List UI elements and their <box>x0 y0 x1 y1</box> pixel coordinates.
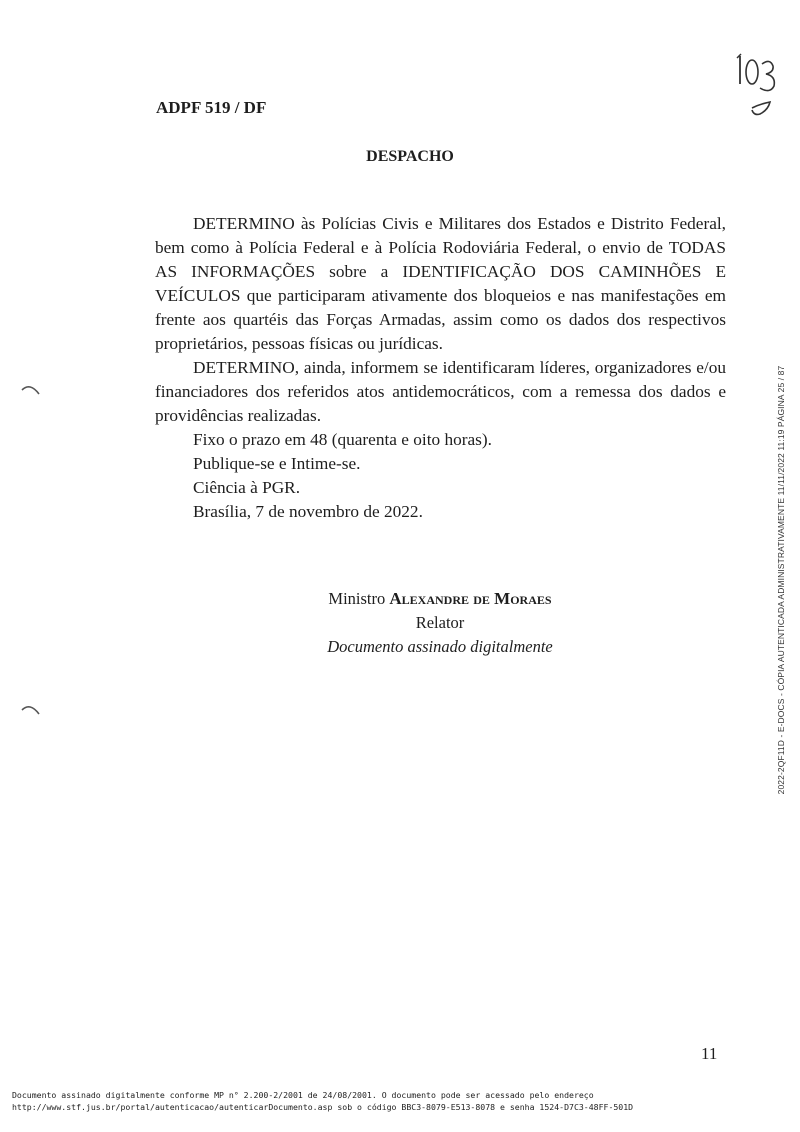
publish-line: Publique-se e Intime-se. <box>193 454 361 473</box>
footer-line-2: http://www.stf.jus.br/portal/autenticacao/autenticarDocumento.asp sob o código BBC3-8079-E513-8078 e senha 1524-D7C3-48FF-501D <box>12 1102 634 1112</box>
punch-hole-mark-1 <box>20 382 42 398</box>
deadline-line: Fixo o prazo em 48 (quarenta e oito horas). <box>193 430 492 449</box>
footer-authentication <box>12 1089 633 1113</box>
page-number: 11 <box>701 1044 718 1063</box>
paragraph-2: DETERMINO, ainda, informem se identificaram líderes, organizadores e/ou financiadores dos referidos atos antidemocráticos, com a remessa dos dados e providências realizadas. <box>155 358 726 425</box>
footer-line-1: Documento assinado digitalmente conforme MP n° 2.200-2/2001 de 24/08/2001. O documento pode ser acessado pelo endereço <box>12 1090 594 1100</box>
punch-hole-mark-2 <box>20 702 42 718</box>
signature-name-line <box>240 587 640 611</box>
date-line: Brasília, 7 de novembro de 2022. <box>193 502 423 521</box>
signature-name: Alexandre de Moraes <box>389 589 552 608</box>
signature-note: Documento assinado digitalmente <box>327 637 553 656</box>
case-number: ADPF 519 / DF <box>156 98 267 117</box>
signature-role: Relator <box>415 613 465 632</box>
side-stamp: 2022-2QF11D - E-DOCS - CÓPIA AUTENTICADA ADMINISTRATIVAMENTE 11/11/2022 11:19 PÁGINA 25 / 87 <box>776 365 786 795</box>
document-title: DESPACHO <box>366 148 454 165</box>
signature-block <box>240 587 640 659</box>
signature-prefix: Ministro <box>328 589 390 608</box>
paragraph-1: DETERMINO às Polícias Civis e Militares dos Estados e Distrito Federal, bem como à Polícia Federal e à Polícia Rodoviária Federal, o envio de TODAS AS INFORMAÇÕES sobre a IDENTIFICAÇÃO DOS CAMINHÕES E VEÍCULOS que participaram ativamente dos bloqueios e nas manifestações em frente aos quartéis das Forças Armadas, assim como os dados dos respectivos proprietários, pessoas físicas ou jurídicas. <box>155 214 726 353</box>
pgr-line: Ciência à PGR. <box>193 478 301 497</box>
document-body <box>155 212 726 524</box>
handwritten-page-number <box>730 44 790 124</box>
